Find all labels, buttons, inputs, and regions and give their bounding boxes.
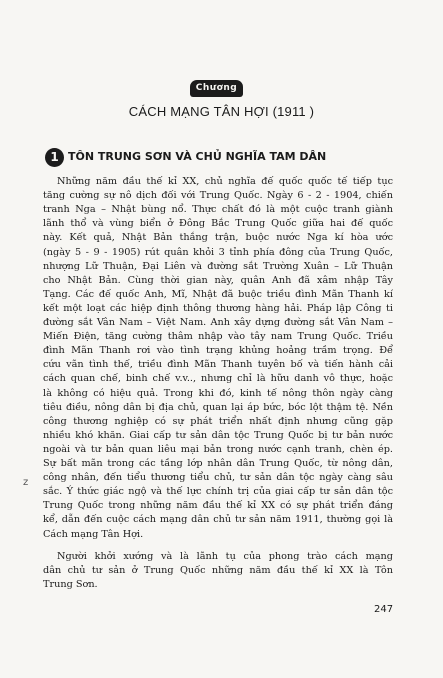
chapter-badge: Chương (190, 80, 243, 97)
text-line: kể, dẫn đến cuộc cách mạng dân chủ tư sản năm 1911, thường gọi là (43, 514, 393, 526)
text-line: ngoài và tư bản quan liêu mại bản trong nước cạnh tranh, chèn ép. (43, 443, 393, 455)
text-line: kết một loạt các hiệp định thông thương hàng hải. Pháp lập Công ti (43, 302, 393, 314)
text-line: Người khởi xướng và là lãnh tụ của phong trào cách mạng (57, 550, 393, 562)
text-line: Cách mạng Tân Hợi. (43, 528, 144, 540)
text-line: tranh Nga – Nhật bùng nổ. Thực chất đó là một cuộc tranh giành (43, 204, 393, 216)
chapter-title: CÁCH MẠNG TÂN HỢI (1911 ) (128, 104, 315, 119)
page-number: 247 (374, 604, 394, 615)
text-line: Trung Sơn. (43, 578, 98, 590)
text-line: công thương nghiệp có sự phát triển nhất định nhưng cũng gặp (43, 415, 393, 427)
text-line: Sự bất mãn trong các tầng lớp nhân dân Trung Quốc, từ nông dân, (43, 458, 393, 469)
text-line: Trung Quốc trong những năm đầu thế kỉ XX có sự phát triển đáng (43, 500, 393, 512)
text-line: cứu vãn tình thế, triều đình Mãn Thanh tuyên bố và tiến hành cải (43, 359, 393, 371)
text-line: (ngày 5 - 9 - 1905) rút quân khỏi 3 tỉnh phía đông của Trung Quốc, (43, 246, 393, 258)
text-line: dân chủ tư sản ở Trung Quốc những năm đầu thế kỉ XX là Tôn (43, 564, 393, 576)
text-line: cho Nhật Bản. Cùng thời gian này, quân Anh đã xâm nhập Tây (43, 274, 393, 286)
text-line: lãnh thổ và vùng biển ở Đông Bắc Trung Quốc giữa hai đế quốc (43, 218, 393, 230)
text-line: cách quan chế, binh chế v.v.., nhưng chỉ là hữu danh vô thực, hoặc (43, 373, 393, 385)
text-line: là không có hiệu quả. Trong khi đó, kinh tế nông thôn ngày càng (43, 387, 393, 399)
text-line: đình Mãn Thanh rơi vào tình trạng khủng hoảng trầm trọng. Để (43, 345, 393, 357)
section-number-badge: 1 (45, 148, 64, 167)
text-line: tiêu điều, nông dân bị địa chủ, quan lại áp bức, bóc lột thậm tệ. Nền (43, 401, 393, 413)
section-title: TÔN TRUNG SƠN VÀ CHỦ NGHĨA TAM DÂN (68, 150, 327, 163)
text-line: Miến Điện, tăng cường thâm nhập vào tây nam Trung Quốc. Triều (43, 331, 393, 343)
text-line: nhượng Lữ Thuận, Đại Liên và đường sắt Trường Xuân – Lữ Thuận (43, 260, 393, 272)
text-line: công nhân, đến tiểu thương tiểu chủ, tư sản dân tộc ngày càng sâu (43, 472, 393, 484)
text-line: đường sắt Vân Nam – Việt Nam. Anh xây dựng đường sắt Vân Nam – (43, 317, 393, 328)
margin-mark: z (23, 477, 29, 488)
text-line: tăng cường sự nô dịch đối với Trung Quốc. Ngày 6 - 2 - 1904, chiến (43, 190, 393, 202)
text-line: Những năm đầu thế kỉ XX, chủ nghĩa đế quốc quốc tế tiếp tục (57, 176, 393, 187)
text-line: này. Kết quả, Nhật Bản thắng trận, buộc nước Nga kí hòa ước (43, 232, 393, 244)
text-line: sắc. Ý thức giác ngộ và thế lực chính trị của giai cấp tư sản dân tộc (43, 486, 393, 498)
text-line: nhiều khó khăn. Giai cấp tư sản dân tộc Trung Quốc bị tư bản nước (43, 429, 393, 441)
text-line: Tạng. Các đế quốc Anh, Mĩ, Nhật đã buộc triều đình Mãn Thanh kí (43, 288, 393, 300)
